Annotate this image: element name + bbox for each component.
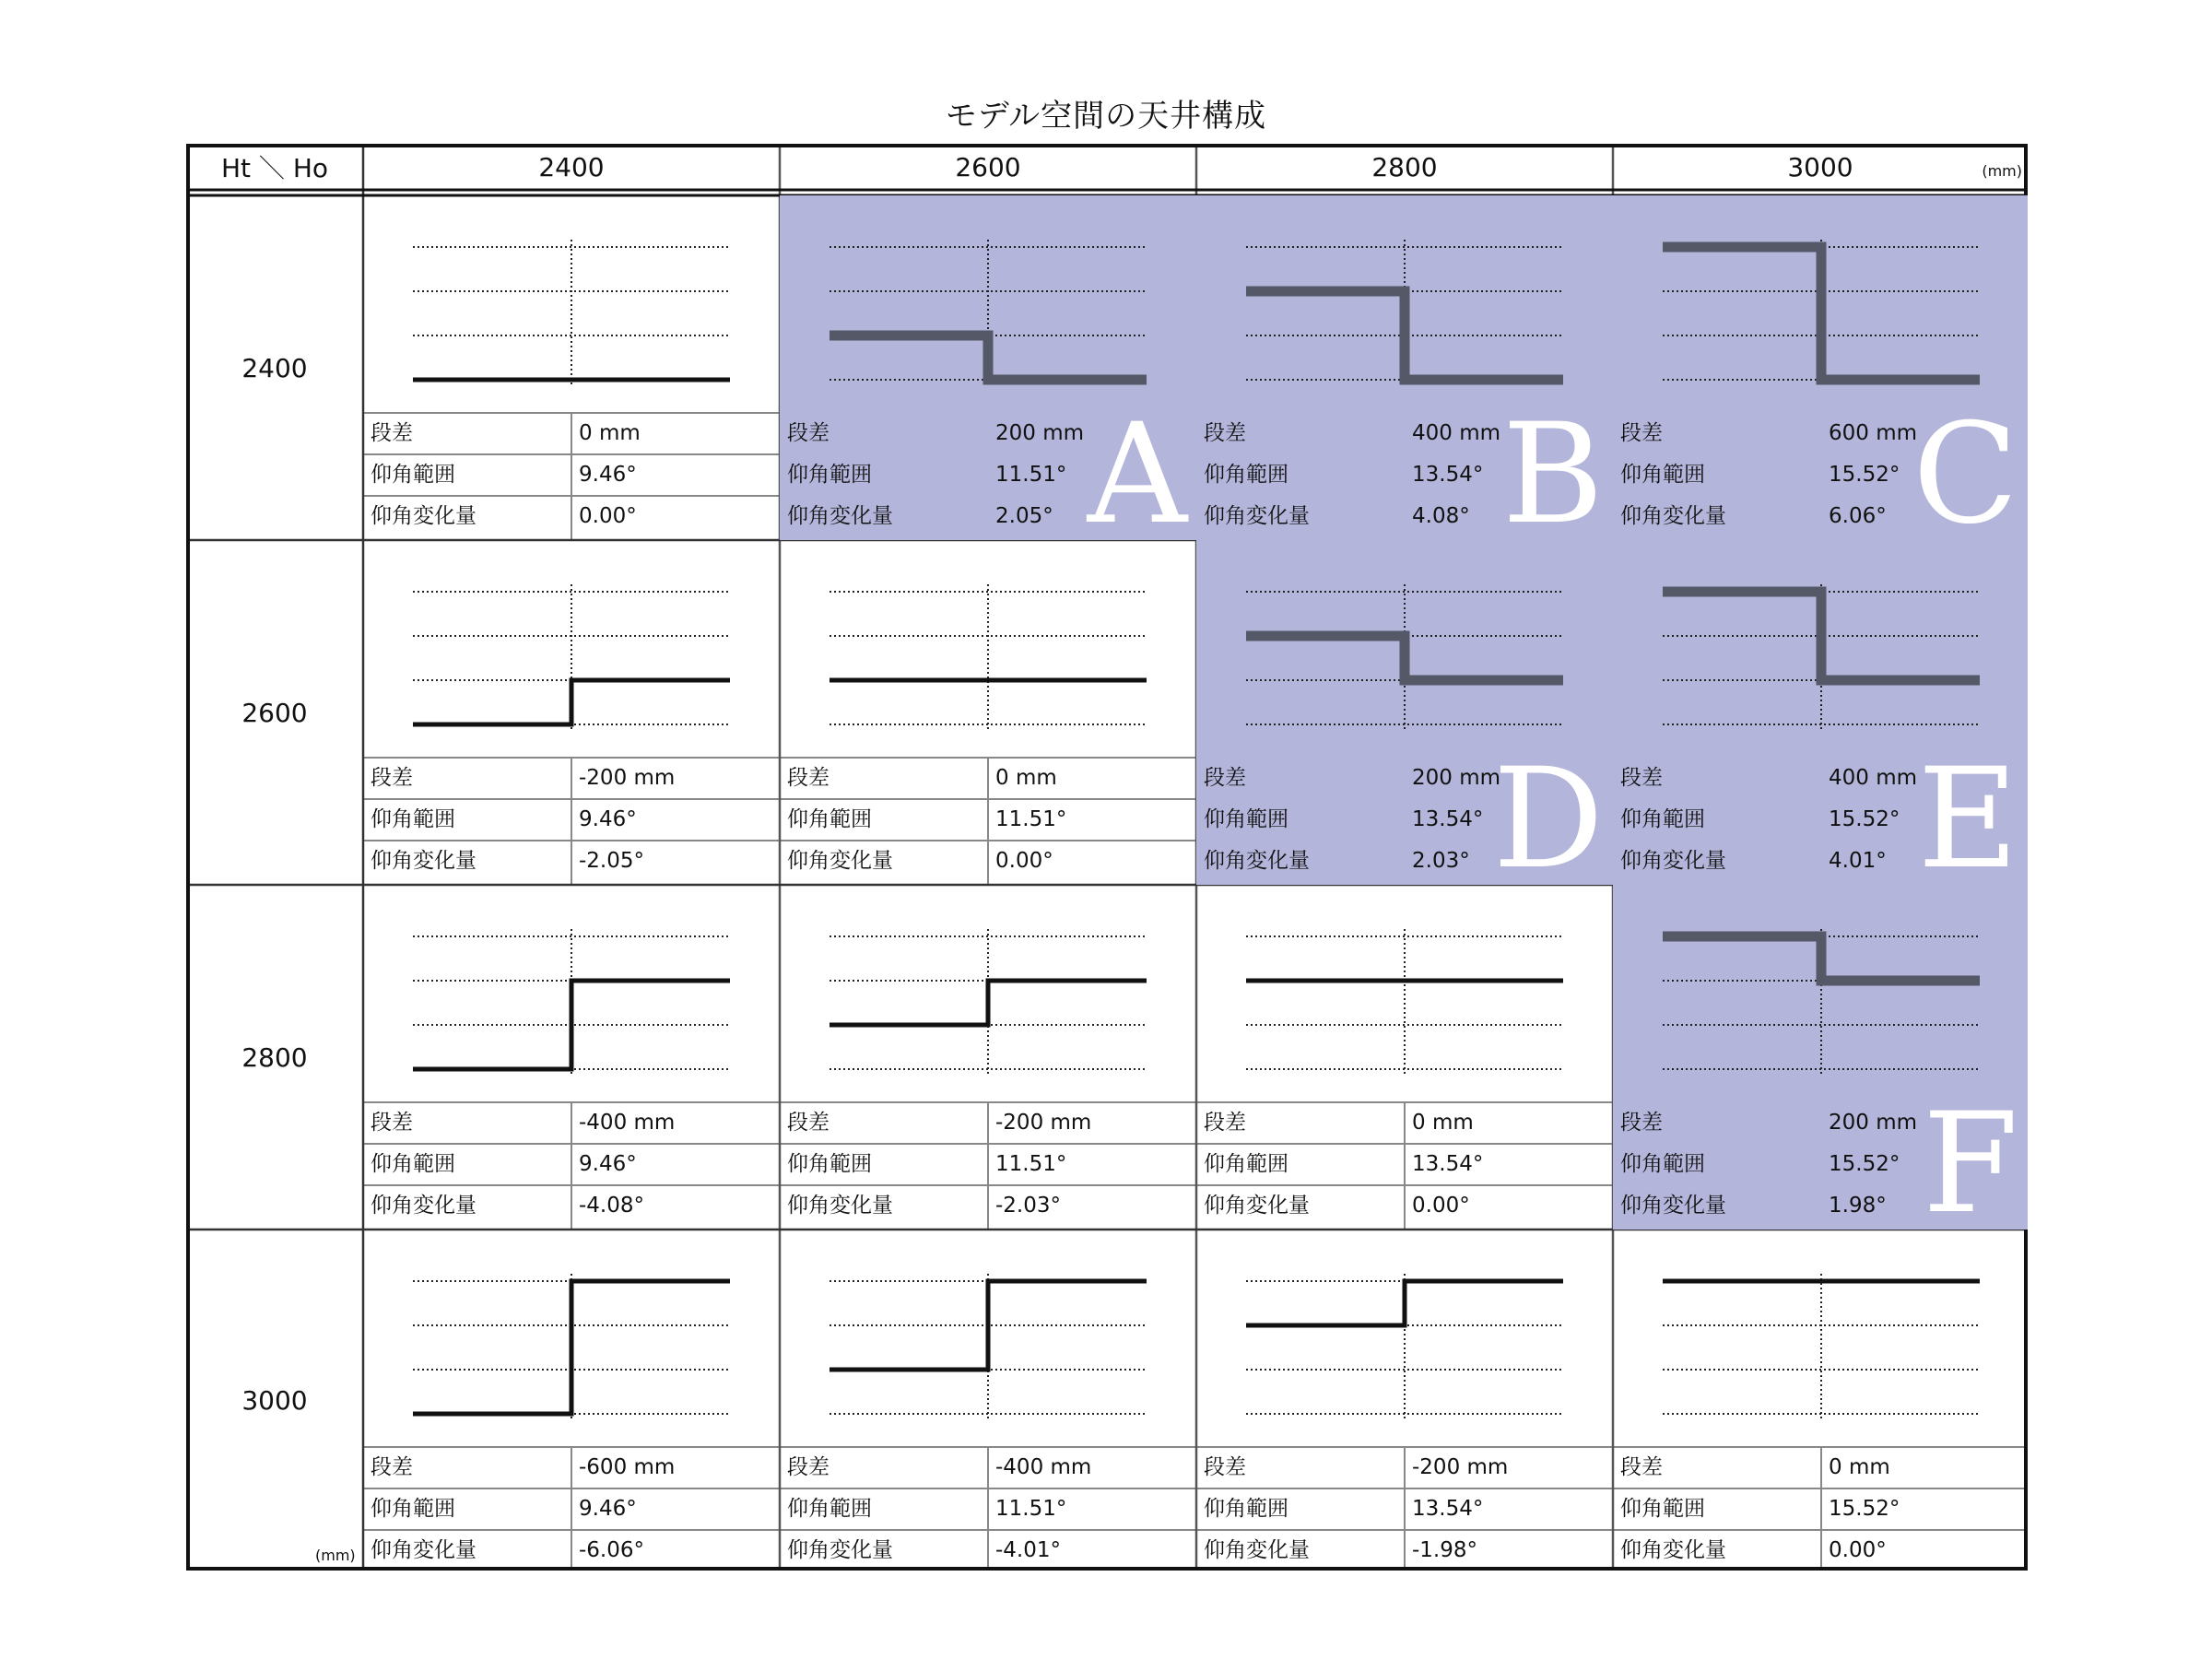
- step-difference-label: 段差: [1204, 766, 1246, 790]
- elevation-angle-change-label: 仰角変化量: [371, 1194, 477, 1218]
- elevation-angle-range-value: 9.46°: [579, 807, 637, 831]
- step-difference-value: 200 mm: [995, 421, 1085, 445]
- elevation-angle-range-label: 仰角範囲: [787, 1152, 872, 1176]
- step-difference-value: 200 mm: [1412, 766, 1501, 790]
- case-letter: F: [1922, 1084, 2018, 1230]
- elevation-angle-change-label: 仰角変化量: [1204, 1538, 1310, 1562]
- elevation-angle-range-value: 13.54°: [1412, 1497, 1484, 1521]
- ceiling-section-diagram: [1613, 195, 2028, 413]
- step-difference-value: -200 mm: [579, 766, 676, 790]
- ceiling-profile-line: [830, 981, 1147, 1025]
- config-cell: [363, 885, 780, 1230]
- elevation-angle-range-label: 仰角範囲: [1204, 1497, 1288, 1521]
- ceiling-section-diagram: [363, 885, 780, 1102]
- elevation-angle-change-label: 仰角変化量: [1204, 1194, 1310, 1218]
- elevation-angle-change-value: 4.01°: [1829, 849, 1887, 873]
- step-difference-value: -200 mm: [995, 1111, 1092, 1135]
- step-difference-label: 段差: [1620, 421, 1663, 445]
- elevation-angle-change-value: -4.01°: [995, 1538, 1062, 1562]
- config-cell: [1196, 540, 1613, 885]
- elevation-angle-change-value: 2.03°: [1412, 849, 1470, 873]
- ceiling-section-diagram: [1196, 885, 1613, 1102]
- elevation-angle-change-value: 0.00°: [1412, 1194, 1470, 1218]
- elevation-angle-range-label: 仰角範囲: [1620, 807, 1705, 831]
- elevation-angle-range-value: 13.54°: [1412, 1152, 1484, 1176]
- column-header-1: 2400: [538, 151, 605, 182]
- config-cell: [363, 1230, 780, 1571]
- config-cell: [363, 195, 780, 540]
- elevation-angle-change-value: -2.03°: [995, 1194, 1062, 1218]
- elevation-angle-range-label: 仰角範囲: [787, 463, 872, 487]
- step-difference-label: 段差: [1620, 766, 1663, 790]
- elevation-angle-change-label: 仰角変化量: [371, 849, 477, 873]
- elevation-angle-change-value: -4.08°: [579, 1194, 645, 1218]
- step-difference-value: -400 mm: [579, 1111, 676, 1135]
- ceiling-section-diagram: [1196, 195, 1613, 413]
- step-difference-value: -600 mm: [579, 1455, 676, 1479]
- step-difference-label: 段差: [1204, 1455, 1246, 1479]
- page-title: モデル空間の天井構成: [945, 98, 1267, 135]
- elevation-angle-change-label: 仰角変化量: [371, 504, 477, 528]
- ceiling-profile-line: [1663, 247, 1980, 380]
- elevation-angle-range-label: 仰角範囲: [1620, 463, 1705, 487]
- elevation-angle-range-label: 仰角範囲: [1204, 807, 1288, 831]
- case-letter: B: [1501, 394, 1604, 540]
- ceiling-section-diagram: [780, 195, 1196, 413]
- config-cell: [1613, 885, 2028, 1230]
- step-difference-label: 段差: [787, 1455, 830, 1479]
- step-difference-value: 200 mm: [1829, 1111, 1918, 1135]
- elevation-angle-range-label: 仰角範囲: [787, 1497, 872, 1521]
- elevation-angle-range-value: 13.54°: [1412, 463, 1484, 487]
- ceiling-profile-line: [1663, 936, 1980, 981]
- step-difference-value: 400 mm: [1412, 421, 1501, 445]
- ceiling-section-diagram: [363, 1230, 780, 1447]
- elevation-angle-range-label: 仰角範囲: [371, 1152, 455, 1176]
- elevation-angle-range-value: 11.51°: [995, 807, 1067, 831]
- elevation-angle-range-value: 13.54°: [1412, 807, 1484, 831]
- elevation-angle-range-label: 仰角範囲: [787, 807, 872, 831]
- elevation-angle-range-value: 15.52°: [1829, 1152, 1900, 1176]
- column-header-4: 3000: [1787, 151, 1853, 182]
- elevation-angle-range-value: 15.52°: [1829, 807, 1900, 831]
- step-difference-value: 0 mm: [1412, 1111, 1474, 1135]
- config-cell: [1196, 885, 1613, 1230]
- step-difference-label: 段差: [1204, 421, 1246, 445]
- elevation-angle-range-label: 仰角範囲: [1620, 1152, 1705, 1176]
- row-header-3: 2800: [241, 1041, 308, 1073]
- config-cell: [1613, 195, 2028, 540]
- case-letter: D: [1492, 739, 1604, 885]
- elevation-angle-change-value: -2.05°: [579, 849, 645, 873]
- ceiling-profile-line: [413, 680, 730, 724]
- unit-label-bottom: (mm): [315, 1547, 356, 1564]
- ceiling-section-diagram: [1613, 885, 2028, 1102]
- step-difference-label: 段差: [371, 1455, 413, 1479]
- config-cell: [1196, 1230, 1613, 1571]
- elevation-angle-range-value: 11.51°: [995, 463, 1067, 487]
- elevation-angle-range-label: 仰角範囲: [1204, 1152, 1288, 1176]
- column-header-3: 2800: [1371, 151, 1438, 182]
- elevation-angle-range-value: 9.46°: [579, 1497, 637, 1521]
- elevation-angle-change-label: 仰角変化量: [1204, 849, 1310, 873]
- step-difference-value: -400 mm: [995, 1455, 1092, 1479]
- case-letter: E: [1917, 739, 2018, 885]
- elevation-angle-range-value: 15.52°: [1829, 1497, 1900, 1521]
- config-cell: [1196, 195, 1613, 540]
- elevation-angle-change-label: 仰角変化量: [787, 1538, 893, 1562]
- elevation-angle-change-value: 2.05°: [995, 504, 1053, 528]
- step-difference-value: 400 mm: [1829, 766, 1918, 790]
- row-header-2: 2600: [241, 697, 308, 728]
- elevation-angle-change-label: 仰角変化量: [787, 1194, 893, 1218]
- step-difference-label: 段差: [1620, 1111, 1663, 1135]
- config-cell: [780, 1230, 1196, 1571]
- ceiling-section-diagram: [1613, 1230, 2028, 1447]
- ceiling-section-diagram: [1196, 1230, 1613, 1447]
- row-header-1: 2400: [241, 352, 308, 383]
- elevation-angle-change-label: 仰角変化量: [1204, 504, 1310, 528]
- step-difference-value: 0 mm: [1829, 1455, 1890, 1479]
- elevation-angle-change-value: 1.98°: [1829, 1194, 1887, 1218]
- case-letter: C: [1912, 394, 2018, 540]
- row-header-4: 3000: [241, 1384, 308, 1416]
- elevation-angle-change-label: 仰角変化量: [787, 504, 893, 528]
- config-cell: [780, 540, 1196, 885]
- elevation-angle-change-label: 仰角変化量: [1620, 849, 1726, 873]
- step-difference-value: 600 mm: [1829, 421, 1918, 445]
- step-difference-label: 段差: [1620, 1455, 1663, 1479]
- ceiling-section-diagram: [780, 885, 1196, 1102]
- ceiling-configuration-table: [186, 144, 2028, 1571]
- case-letter: A: [1087, 394, 1187, 540]
- elevation-angle-range-label: 仰角範囲: [1204, 463, 1288, 487]
- elevation-angle-range-label: 仰角範囲: [371, 1497, 455, 1521]
- elevation-angle-change-value: -1.98°: [1412, 1538, 1478, 1562]
- ceiling-profile-line: [1246, 636, 1563, 680]
- elevation-angle-change-label: 仰角変化量: [1620, 1538, 1726, 1562]
- config-cell: [1613, 540, 2028, 885]
- elevation-angle-change-value: -6.06°: [579, 1538, 645, 1562]
- elevation-angle-change-value: 6.06°: [1829, 504, 1887, 528]
- column-header-2: 2600: [955, 151, 1021, 182]
- step-difference-label: 段差: [371, 1111, 413, 1135]
- config-cell: [780, 885, 1196, 1230]
- corner-header: Ht ＼ Ho: [220, 153, 329, 183]
- ceiling-profile-line: [1246, 1281, 1563, 1325]
- elevation-angle-range-value: 9.46°: [579, 463, 637, 487]
- elevation-angle-change-value: 0.00°: [579, 504, 637, 528]
- elevation-angle-range-label: 仰角範囲: [371, 463, 455, 487]
- ceiling-section-diagram: [363, 195, 780, 413]
- elevation-angle-change-label: 仰角変化量: [1620, 1194, 1726, 1218]
- elevation-angle-range-value: 15.52°: [1829, 463, 1900, 487]
- step-difference-label: 段差: [787, 766, 830, 790]
- elevation-angle-range-label: 仰角範囲: [1620, 1497, 1705, 1521]
- unit-label-top: (mm): [1982, 162, 2022, 180]
- ceiling-profile-line: [413, 1281, 730, 1414]
- step-difference-label: 段差: [371, 766, 413, 790]
- elevation-angle-change-label: 仰角変化量: [371, 1538, 477, 1562]
- step-difference-value: -200 mm: [1412, 1455, 1509, 1479]
- ceiling-section-diagram: [780, 540, 1196, 758]
- config-cell: [363, 540, 780, 885]
- step-difference-value: 0 mm: [579, 421, 641, 445]
- ceiling-section-diagram: [1196, 540, 1613, 758]
- elevation-angle-change-label: 仰角変化量: [1620, 504, 1726, 528]
- step-difference-label: 段差: [787, 421, 830, 445]
- elevation-angle-range-value: 9.46°: [579, 1152, 637, 1176]
- elevation-angle-change-label: 仰角変化量: [787, 849, 893, 873]
- step-difference-value: 0 mm: [995, 766, 1057, 790]
- elevation-angle-range-label: 仰角範囲: [371, 807, 455, 831]
- ceiling-section-diagram: [1613, 540, 2028, 758]
- elevation-angle-change-value: 4.08°: [1412, 504, 1470, 528]
- elevation-angle-change-value: 0.00°: [1829, 1538, 1887, 1562]
- elevation-angle-range-value: 11.51°: [995, 1152, 1067, 1176]
- step-difference-label: 段差: [787, 1111, 830, 1135]
- ceiling-section-diagram: [780, 1230, 1196, 1447]
- elevation-angle-change-value: 0.00°: [995, 849, 1053, 873]
- ceiling-section-diagram: [363, 540, 780, 758]
- config-cell: [780, 195, 1196, 540]
- ceiling-profile-line: [830, 335, 1147, 380]
- config-cell: [1613, 1230, 2028, 1571]
- step-difference-label: 段差: [1204, 1111, 1246, 1135]
- step-difference-label: 段差: [371, 421, 413, 445]
- elevation-angle-range-value: 11.51°: [995, 1497, 1067, 1521]
